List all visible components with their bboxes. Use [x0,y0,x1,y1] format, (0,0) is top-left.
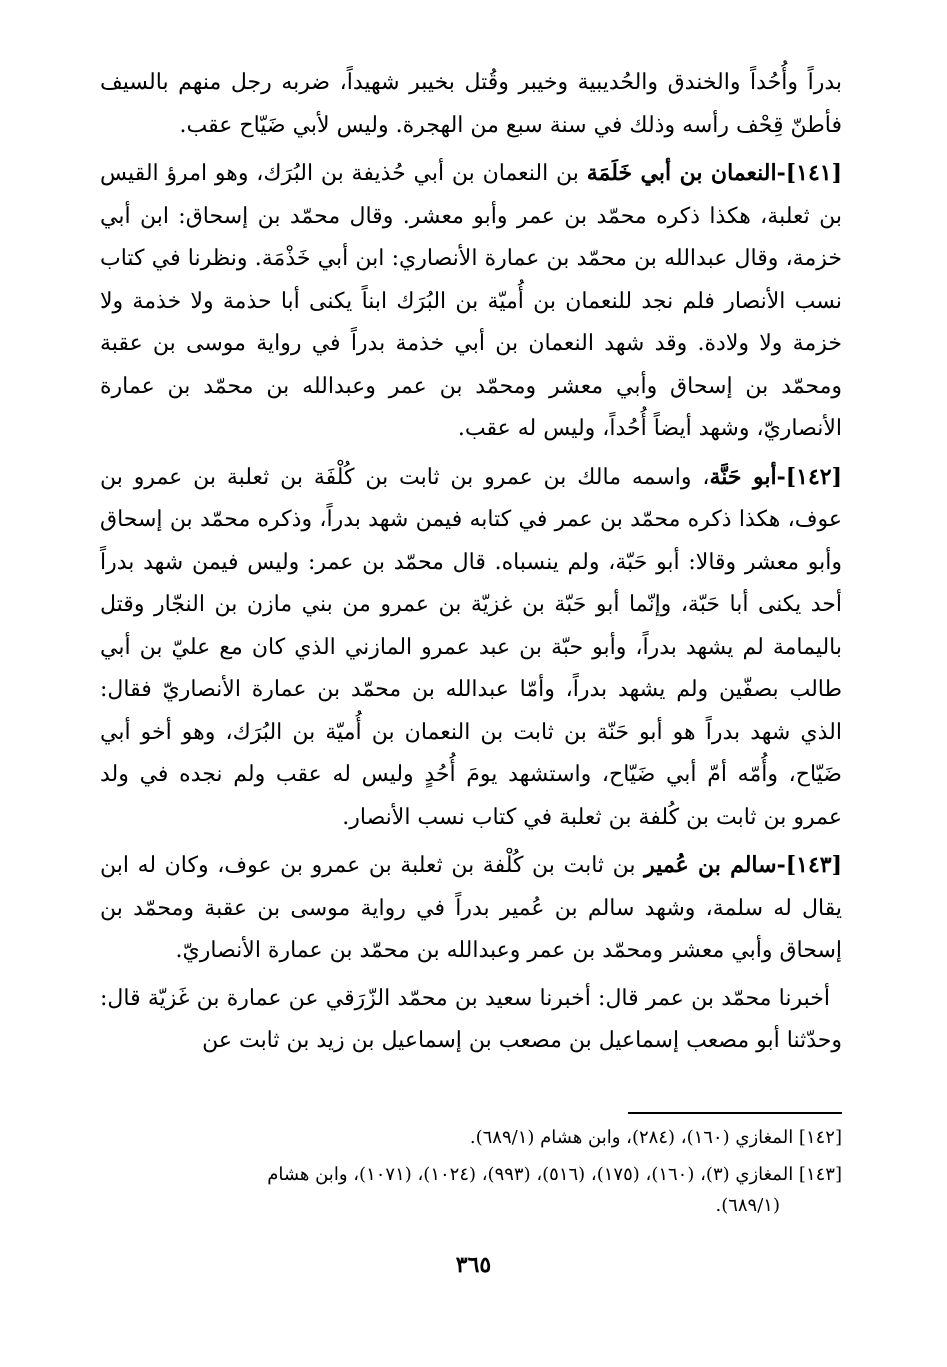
footnote-143-line2: (٦٨٩/١). [715,1195,780,1216]
entry-number: [١٤١]- [776,160,842,186]
entry-name: النعمان بن أبي خَلَمَة [586,160,777,186]
main-text [100,62,842,1068]
footnote-143 [100,1159,842,1221]
entry-text: ، واسمه مالك بن عمرو بن ثابت بن كُلْفَة بن ثعلبة بن عمرو بن عوف، هكذا ذكره محمّد بن عمر في كتابه فيمن شهد بدراً، وذكره محمّد بن إسحاق وأبو معشر وقالا: أبو حَبّة، ولم ينسباه. قال محمّد بن عمر: وليس فيمن شهد بدراً أحد يكنى أبا حَبّة، وإنّما أبو حَبّة بن غزيّة بن عمرو من بني مازن بن النجّار وقتل باليمامة لم يشهد بدراً، وأبو حبّة بن عبد عمرو المازني الذي كان مع عليّ بن أبي طالب بصفّين ولم يشهد بدراً، وأمّا عبدالله بن محمّد بن عمارة الأنصاريّ فقال: الذي شهد بدراً هو أبو حَنّة بن ثابت بن النعمان بن أُميّة بن البُرَك، وهو أخو أبي ضَيّاح، وأُمّه أمّ أبي ضَيّاح، واستشهد يومَ أُحُدٍ وليس له عقب ولم نجده في ولد عمرو بن ثابت بن كُلفة بن ثعلبة في كتاب نسب الأنصار. [100,464,842,830]
closing-paragraph: أخبرنا محمّد بن عمر قال: أخبرنا سعيد بن محمّد الزّرَقي عن عمارة بن غَزيّة قال: وحدّثنا أبو مصعب إسماعيل بن مصعب بن إسماعيل بن زيد بن ثابت عن [100,985,842,1053]
entry-143 [100,844,842,973]
footnote-divider [628,1112,842,1114]
entry-text: بن النعمان بن أبي حُذيفة بن البُرَك، وهو امرؤ القيس بن ثعلبة، هكذا ذكره محمّد بن عمر وأبو معشر. وقال محمّد بن إسحاق: ابن أبي خزمة، وقال عبدالله بن محمّد بن عمارة الأنصاري: ابن أبي خَذْمَة. ونظرنا في كتاب نسب الأنصار فلم نجد للنعمان بن أُميّة بن البُرَك ابناً يكنى أبا حذمة ولا خذمة ولا خزمة ولا ولادة. وقد شهد النعمان بن أبي خذمة بدراً في رواية موسى بن عقبة ومحمّد بن إسحاق وأبي معشر ومحمّد بن عمر وعبدالله بن محمّد بن عمارة الأنصاريّ، وشهد أيضاً أُحُداً، وليس له عقب. [100,161,842,441]
intro-paragraph: بدراً وأُحُداً والخندق والحُديبية وخيبر وقُتل بخيبر شهيداً، ضربه رجل منهم بالسيف فأطنّ قِحْف رأسه وذلك في سنة سبع من الهجرة. وليس لأبي ضَيّاح عقب. [100,70,842,138]
footnotes [100,1122,842,1227]
entry-text: بن ثابت بن كُلْفة بن ثعلبة بن عمرو بن عوف، وكان له ابن يقال له سلمة، وشهد سالم بن عُمير بدراً في رواية موسى بن عقبة ومحمّد بن إسحاق وأبي معشر ومحمّد بن عمر وعبدالله بن محمّد بن عمارة الأنصاريّ. [100,853,842,963]
entry-name: سالم بن عُمير [644,852,777,878]
page-number: ٣٦٥ [455,1252,492,1278]
entry-name: أبو حَنَّة [709,463,777,490]
entry-number: [١٤٢]- [776,463,842,490]
footnote-143-line1: [١٤٣] المغازي (٣)، (١٦٠)، (١٧٥)، (٥١٦)، (٩٩٣)، (١٠٢٤)، (١٠٧١)، وابن هشام [267,1164,842,1185]
entry-number: [١٤٣]- [776,852,842,878]
entry-142 [100,456,842,840]
entry-141 [100,152,842,451]
footnote-142: [١٤٢] المغازي (١٦٠)، (٢٨٤)، وابن هشام (٦٨٩/١). [469,1127,842,1148]
